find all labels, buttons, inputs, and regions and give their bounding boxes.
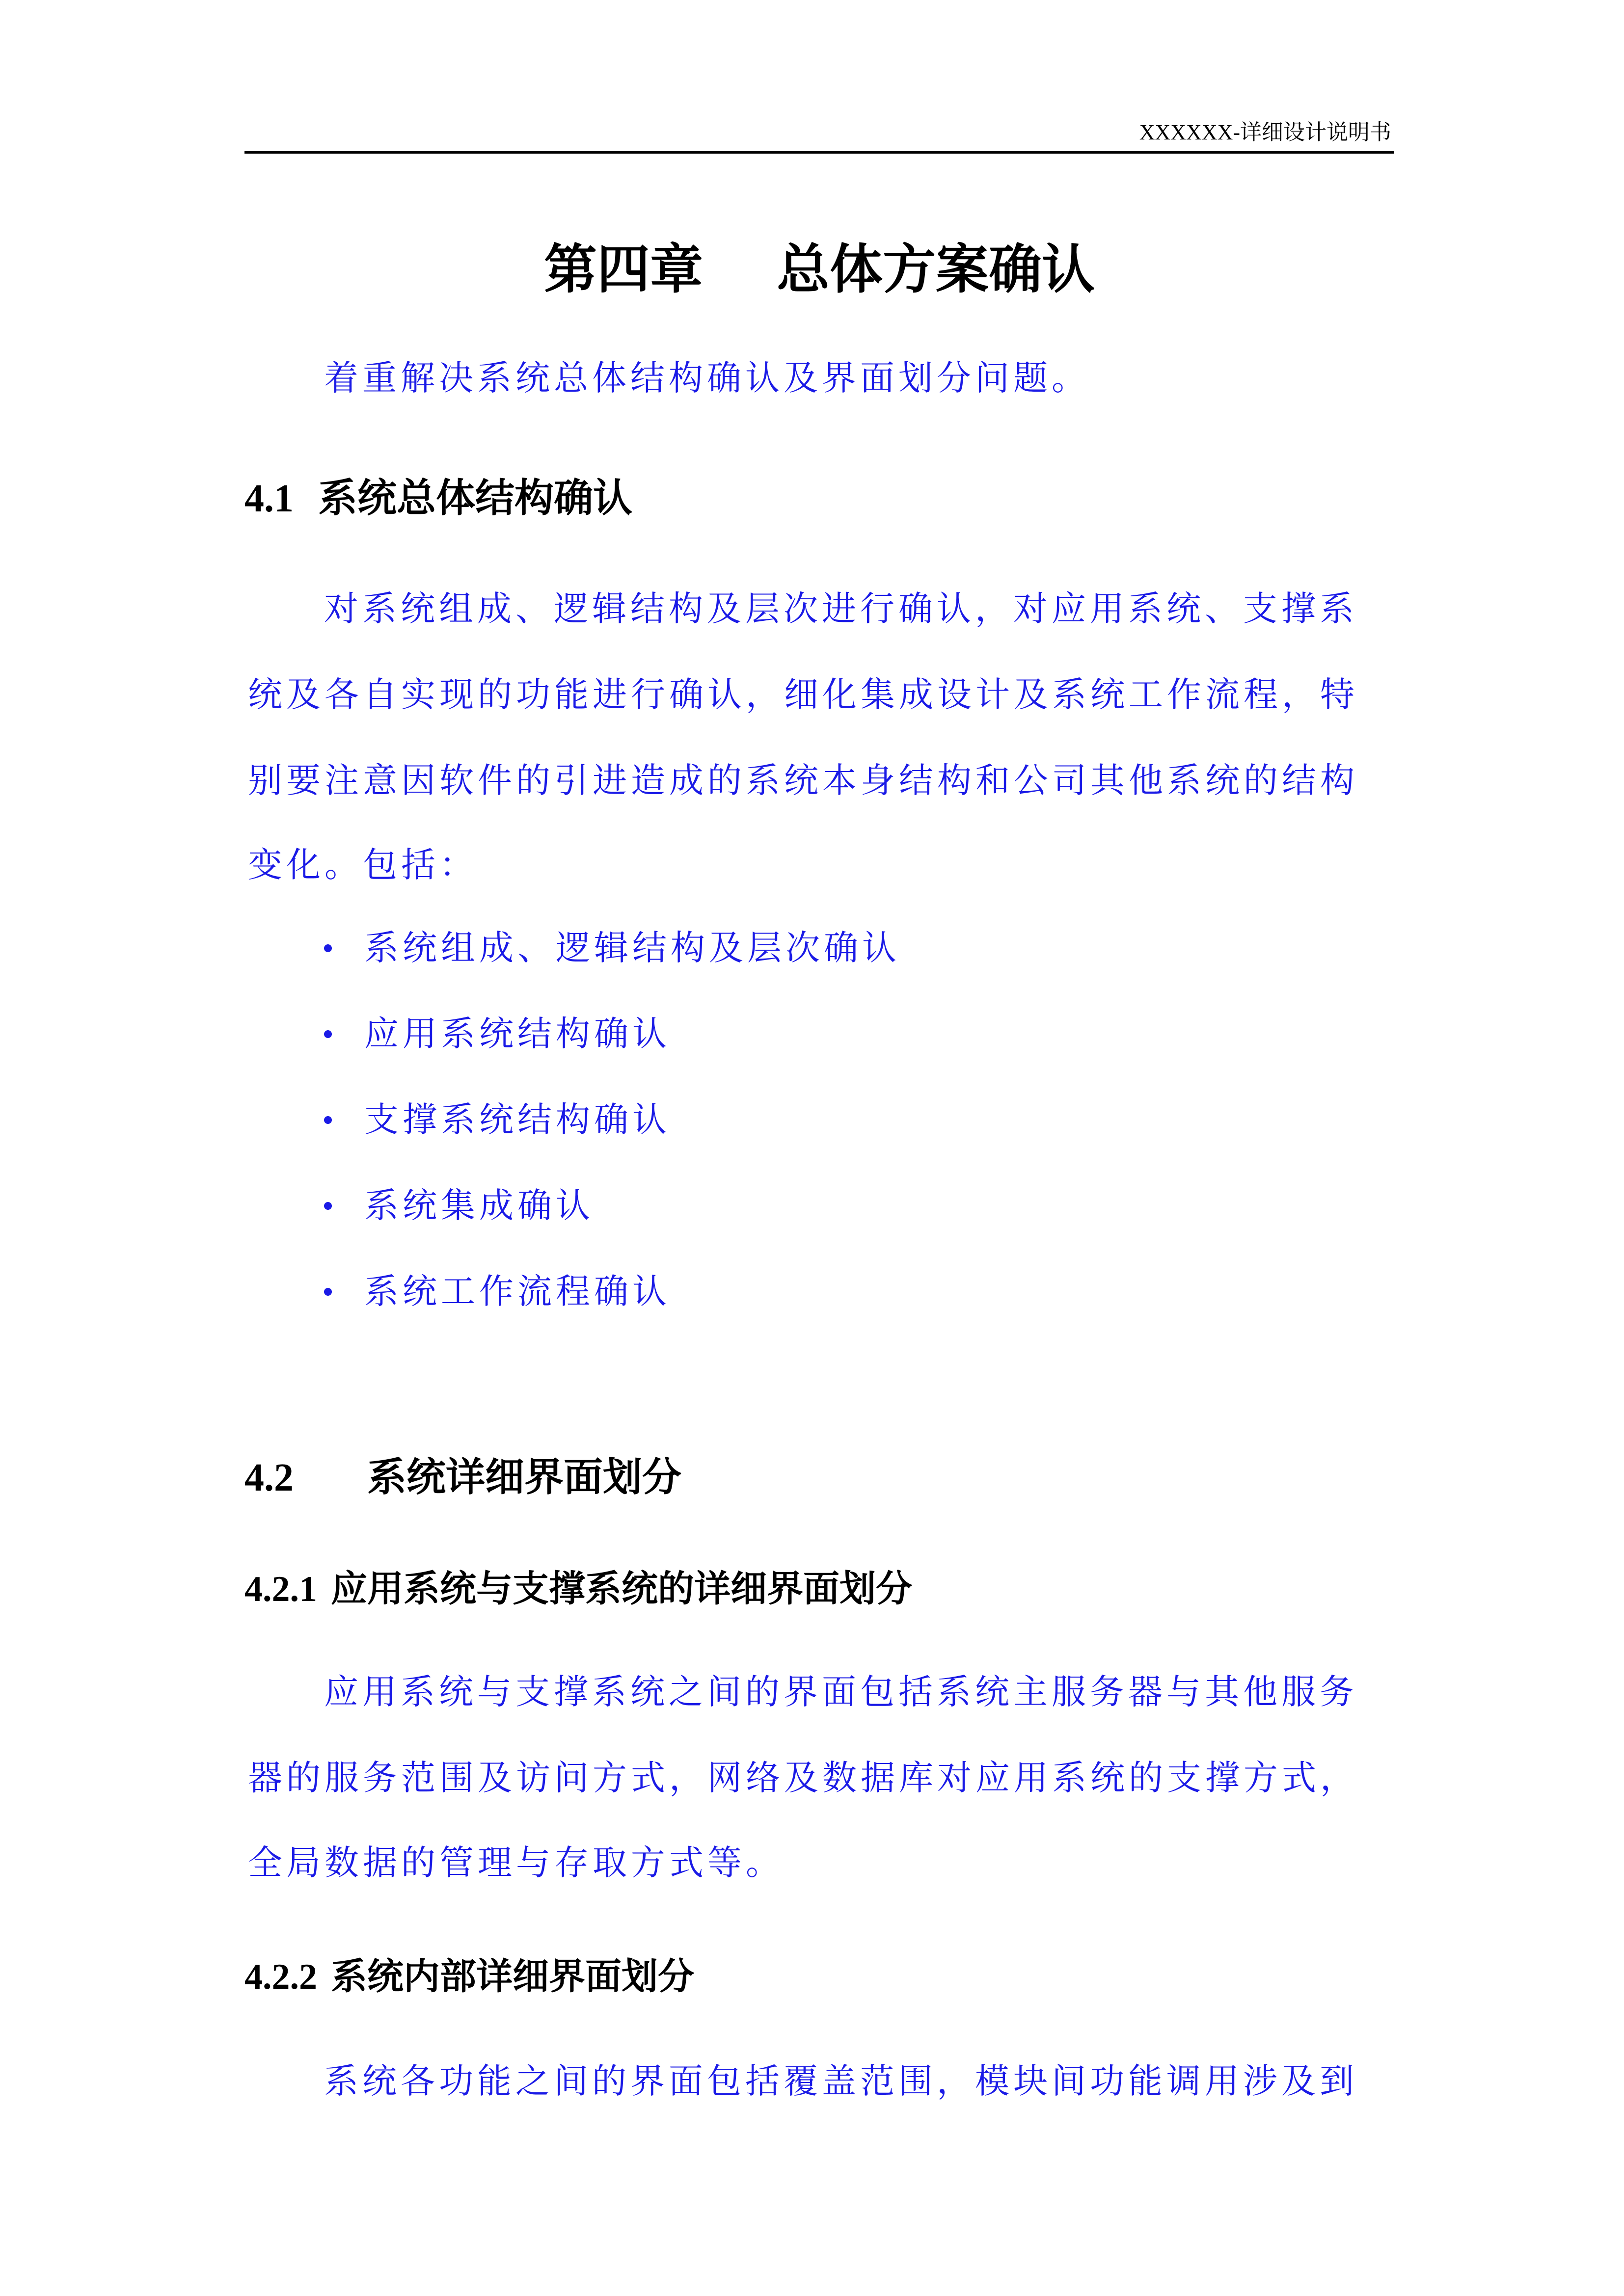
chapter-number: 第四章 [543,239,703,300]
document-header-title: XXXXXX-详细设计说明书 [1139,120,1391,144]
list-item-label: 系统集成确认 [364,1185,594,1226]
chapter-intro: 着重解决系统总体结构确认及界面划分问题。 [324,358,1090,398]
subsection-title: 应用系统与支撑系统的详细界面划分 [331,1568,912,1610]
list-item-label: 应用系统结构确认 [364,1014,671,1054]
section-heading-4-1 [244,471,632,526]
bullet-icon [324,1116,332,1124]
subsection-number: 4.2.2 [244,1957,317,1997]
bullet-icon [324,944,332,952]
paragraph-line: 变化。包括： [248,845,478,885]
subsection-number: 4.2.1 [244,1569,317,1609]
list-item-label: 系统工作流程确认 [364,1271,671,1311]
paragraph-line: 对系统组成、逻辑结构及层次进行确认，对应用系统、支撑系 [324,588,1358,629]
page-header [244,112,1394,154]
chapter-name: 总体方案确认 [777,239,1095,300]
section-number: 4.2 [244,1456,294,1499]
paragraph-line: 系统各功能之间的界面包括覆盖范围，模块间功能调用涉及到 [324,2061,1358,2101]
section-heading-4-2 [244,1450,681,1505]
section-number: 4.1 [244,477,294,520]
paragraph-line: 器的服务范围及访问方式，网络及数据库对应用系统的支撑方式， [248,1758,1358,1798]
subsection-title: 系统内部详细界面划分 [331,1955,694,1998]
list-item-label: 支撑系统结构确认 [364,1099,671,1140]
paragraph-line: 统及各自实现的功能进行确认，细化集成设计及系统工作流程，特 [248,674,1358,715]
bullet-icon [324,1288,332,1296]
paragraph-line: 别要注意因软件的引进造成的系统本身结构和公司其他系统的结构 [248,760,1358,801]
section-title: 系统详细界面划分 [367,1454,681,1500]
paragraph-line: 应用系统与支撑系统之间的界面包括系统主服务器与其他服务 [324,1672,1358,1712]
chapter-title [244,236,1394,304]
paragraph-line: 全局数据的管理与存取方式等。 [248,1842,784,1883]
section-title: 系统总体结构确认 [318,475,632,521]
bullet-icon [324,1030,332,1038]
subsection-heading-4-2-2 [244,1952,694,2002]
list-item-label: 系统组成、逻辑结构及层次确认 [364,928,900,968]
subsection-heading-4-2-1 [244,1564,912,1614]
bullet-icon [324,1202,332,1210]
